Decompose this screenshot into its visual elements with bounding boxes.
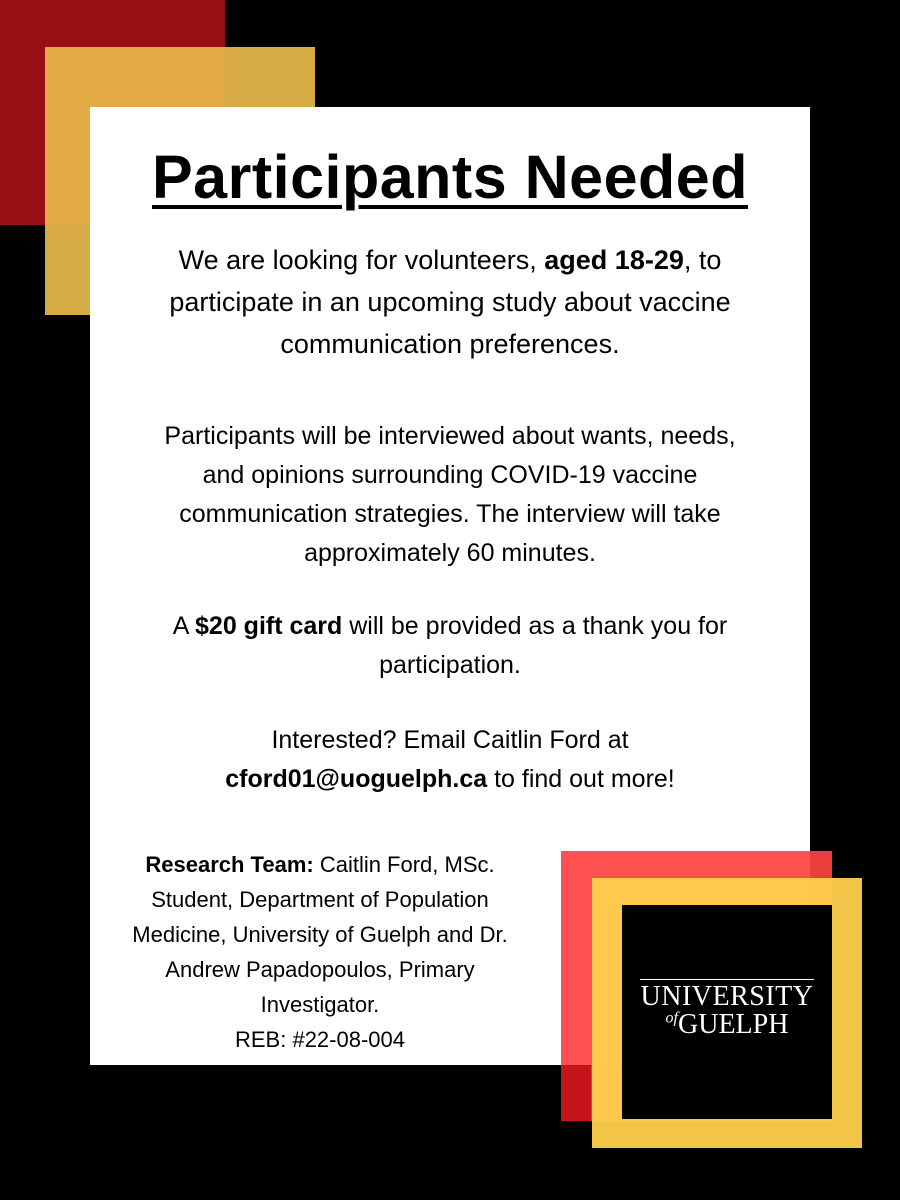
incentive-text-before: A — [172, 612, 196, 640]
contact-line: Interested? Email Caitlin Ford at — [271, 726, 629, 754]
intro-text-after: , to participate in an upcoming study about vaccine communication preferences. — [169, 245, 731, 359]
decor-square-red-overlap — [561, 1065, 591, 1121]
research-team-block — [120, 847, 520, 1057]
intro-text-before: We are looking for volunteers, — [178, 245, 545, 275]
intro-age-range: aged 18-29 — [544, 245, 684, 275]
university-logo — [622, 905, 832, 1119]
interview-text: Participants will be interviewed about wants, needs, and opinions surrounding COVID-19 vaccine communication strategies. The interview will take approximately 60 minutes. — [164, 422, 736, 567]
logo-guelph-text: GUELPH — [678, 1009, 789, 1040]
contact-text-after: to find out more! — [487, 765, 675, 793]
incentive-text-after: will be provided as a thank you for participation. — [342, 612, 728, 679]
contact-paragraph — [90, 721, 810, 799]
logo-rule — [640, 979, 814, 980]
contact-email-link[interactable]: cford01@uoguelph.ca — [225, 765, 488, 793]
reb-number: REB: #22-08-004 — [235, 1027, 405, 1052]
research-team-text: Caitlin Ford, MSc. Student, Department of Population Medicine, University of Guelph and Dr. Andrew Papadopoulos, Primary Investigator. — [132, 852, 508, 1017]
intro-paragraph — [90, 239, 810, 365]
incentive-gift-card: $20 gift card — [195, 612, 343, 640]
research-team-label: Research Team: — [145, 852, 314, 877]
logo-university-text: UNIVERSITY — [640, 981, 814, 1012]
poster-title: Participants Needed — [152, 143, 748, 211]
logo-guelph-line — [622, 1009, 832, 1041]
logo-of-text: of — [665, 1009, 678, 1027]
interview-paragraph — [90, 417, 810, 573]
incentive-paragraph — [90, 607, 810, 685]
